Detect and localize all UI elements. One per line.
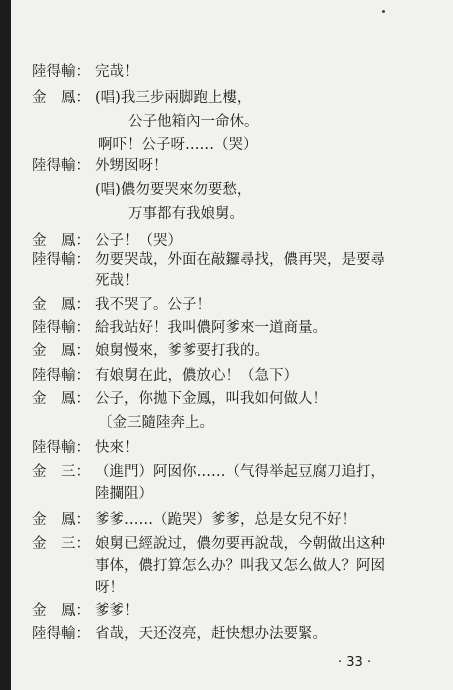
speaker-name: 金 三： bbox=[32, 536, 90, 552]
dialogue-text: 給我站好！我叫儂阿爹來一道商量。 bbox=[95, 320, 327, 336]
dialogue-text: (唱)我三步兩脚跑上樓， bbox=[95, 90, 252, 106]
stage-direction-text: 〔金三隨陸奔上。 bbox=[98, 415, 214, 431]
ink-speck bbox=[382, 10, 385, 13]
dialogue-text: 爹爹……（跪哭）爹爹，总是女兒不好！ bbox=[95, 512, 356, 528]
dialogue-text: 呀！ bbox=[95, 580, 124, 596]
dialogue-text: 娘舅慢來，爹爹要打我的。 bbox=[95, 343, 269, 359]
page-number: · 33 · bbox=[338, 655, 372, 670]
speaker-name: 金 三： bbox=[32, 464, 90, 480]
dialogue-text: 事体，儂打算怎么办？叫我又怎么做人？阿囡 bbox=[95, 558, 385, 574]
dialogue-text: 有娘舅在此，儂放心！（急下） bbox=[95, 368, 298, 384]
speaker-name: 金 鳳： bbox=[32, 233, 90, 249]
dialogue-text: 死哉！ bbox=[95, 273, 139, 289]
speaker-name: 陸得輸： bbox=[32, 440, 90, 456]
speaker-name: 陸得輸： bbox=[32, 626, 90, 642]
dialogue-text: 快來！ bbox=[95, 440, 139, 456]
dialogue-text: 陸攔阻） bbox=[95, 486, 153, 502]
speaker-name: 金 鳳： bbox=[32, 297, 90, 313]
dialogue-text: （進門）阿囡你……（气得举起豆腐刀追打， bbox=[95, 464, 385, 480]
speaker-name: 陸得輸： bbox=[32, 158, 90, 174]
dialogue-text: 万事都有我娘舅。 bbox=[128, 206, 244, 222]
speaker-name: 金 鳳： bbox=[32, 90, 90, 106]
speaker-name: 陸得輸： bbox=[32, 64, 90, 80]
speaker-name: 陸得輸： bbox=[32, 320, 90, 336]
speaker-name: 金 鳳： bbox=[32, 343, 90, 359]
dialogue-text: 公子他箱內一命休。 bbox=[128, 114, 259, 130]
dialogue-text: 娘舅已經說过，儂勿要再說哉，今朝做出这种 bbox=[95, 536, 385, 552]
dialogue-text: 外甥囡呀！ bbox=[95, 158, 168, 174]
page-binding-edge bbox=[0, 0, 11, 690]
dialogue-text: 我不哭了。公子！ bbox=[95, 297, 211, 313]
dialogue-text: 啊吓！公子呀……（哭） bbox=[98, 137, 258, 153]
speaker-name: 陸得輸： bbox=[32, 252, 90, 268]
speaker-name: 金 鳳： bbox=[32, 391, 90, 407]
dialogue-text: 公子，你拋下金鳳，叫我如何做人！ bbox=[95, 391, 327, 407]
dialogue-text: 省哉，天还沒亮，赶快想办法要緊。 bbox=[95, 626, 327, 642]
speaker-name: 金 鳳： bbox=[32, 603, 90, 619]
speaker-name: 金 鳳： bbox=[32, 512, 90, 528]
speaker-name: 陸得輸： bbox=[32, 368, 90, 384]
dialogue-text: (唱)儂勿要哭來勿要愁， bbox=[95, 182, 252, 198]
dialogue-text: 勿要哭哉，外面在敲鑼尋找，儂再哭，是要尋 bbox=[95, 252, 385, 268]
dialogue-text: 公子！（哭） bbox=[95, 233, 182, 249]
dialogue-text: 完哉！ bbox=[95, 64, 139, 80]
dialogue-text: 爹爹！ bbox=[95, 603, 139, 619]
